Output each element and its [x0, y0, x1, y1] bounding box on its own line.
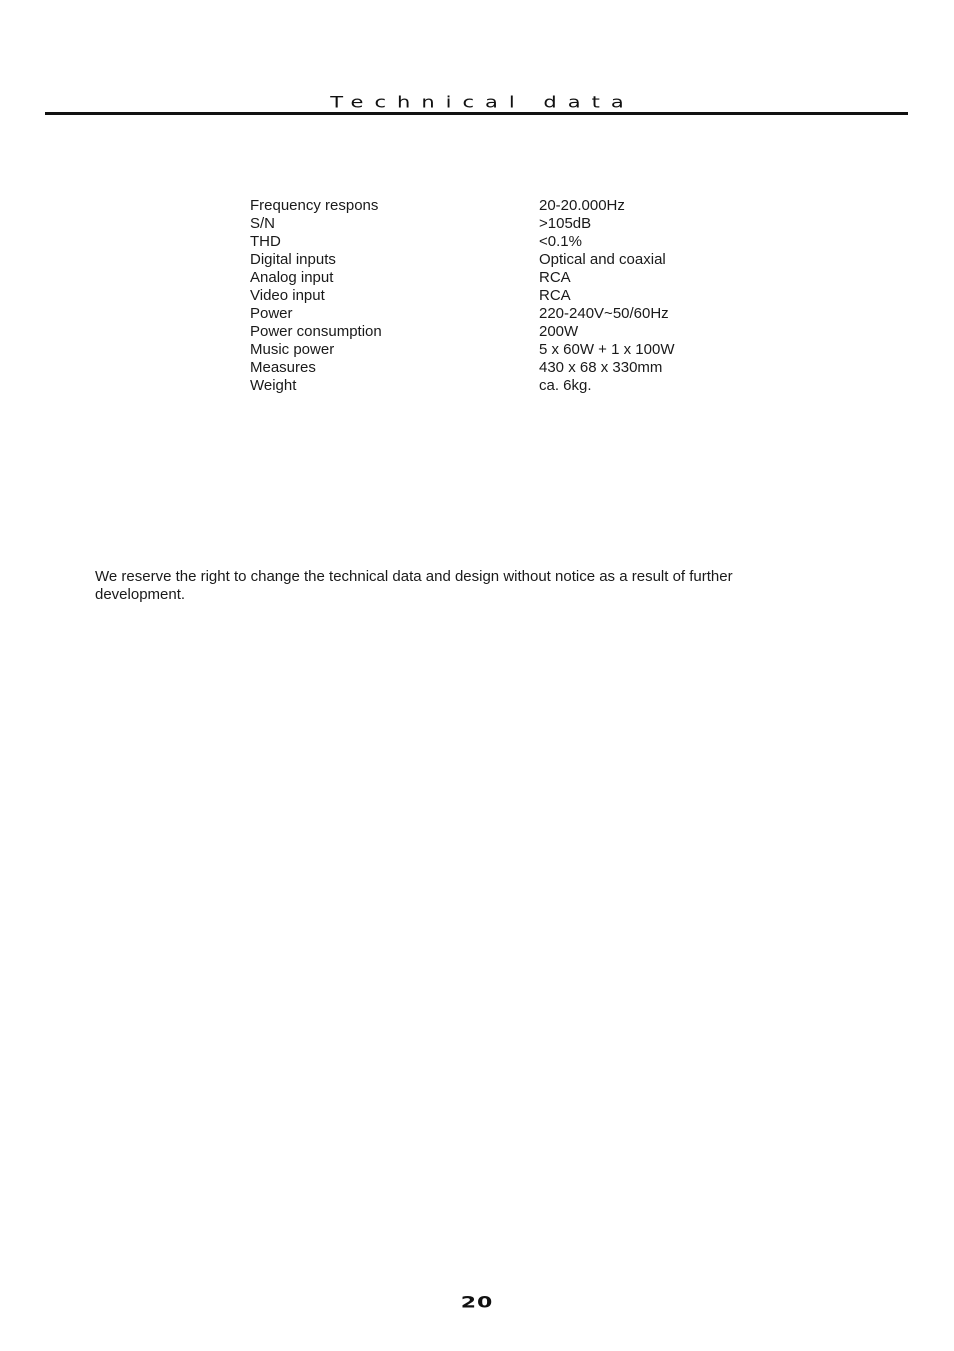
table-row [250, 251, 674, 269]
spec-value: <0.1% [539, 233, 582, 250]
table-row [250, 233, 674, 251]
spec-value: 5 x 60W + 1 x 100W [539, 341, 675, 358]
spec-value: 200W [539, 323, 579, 340]
table-row [250, 341, 674, 359]
spec-value: Optical and coaxial [539, 251, 666, 268]
table-row [250, 305, 674, 323]
spec-value: RCA [539, 269, 571, 286]
spec-value: >105dB [539, 215, 592, 232]
spec-label: Measures [250, 359, 316, 376]
spec-label: Power consumption [250, 323, 382, 340]
spec-value: 430 x 68 x 330mm [539, 359, 663, 376]
spec-value: 20-20.000Hz [539, 197, 625, 214]
table-row [250, 197, 674, 215]
table-row [250, 377, 674, 395]
spec-value: RCA [539, 287, 571, 304]
spec-label: Frequency respons [250, 197, 379, 214]
table-row [250, 323, 674, 341]
table-row [250, 359, 674, 377]
spec-label: THD [250, 233, 281, 250]
page-title: Technical data [330, 92, 635, 112]
spec-label: Power [250, 305, 293, 322]
spec-value: ca. 6kg. [539, 377, 592, 394]
title-divider [45, 112, 908, 115]
disclaimer-notice: We reserve the right to change the technical data and design without notice as a result of further development. [95, 568, 733, 603]
table-row [250, 269, 674, 287]
spec-table [250, 197, 674, 395]
page-number: 20 [460, 1293, 494, 1312]
spec-value: 220-240V~50/60Hz [539, 305, 669, 322]
table-row [250, 215, 674, 233]
spec-label: S/N [250, 215, 276, 232]
spec-label: Analog input [250, 269, 334, 286]
spec-label: Weight [250, 377, 297, 394]
table-row [250, 287, 674, 305]
spec-label: Digital inputs [250, 251, 336, 268]
spec-label: Video input [250, 287, 325, 304]
spec-label: Music power [250, 341, 335, 358]
